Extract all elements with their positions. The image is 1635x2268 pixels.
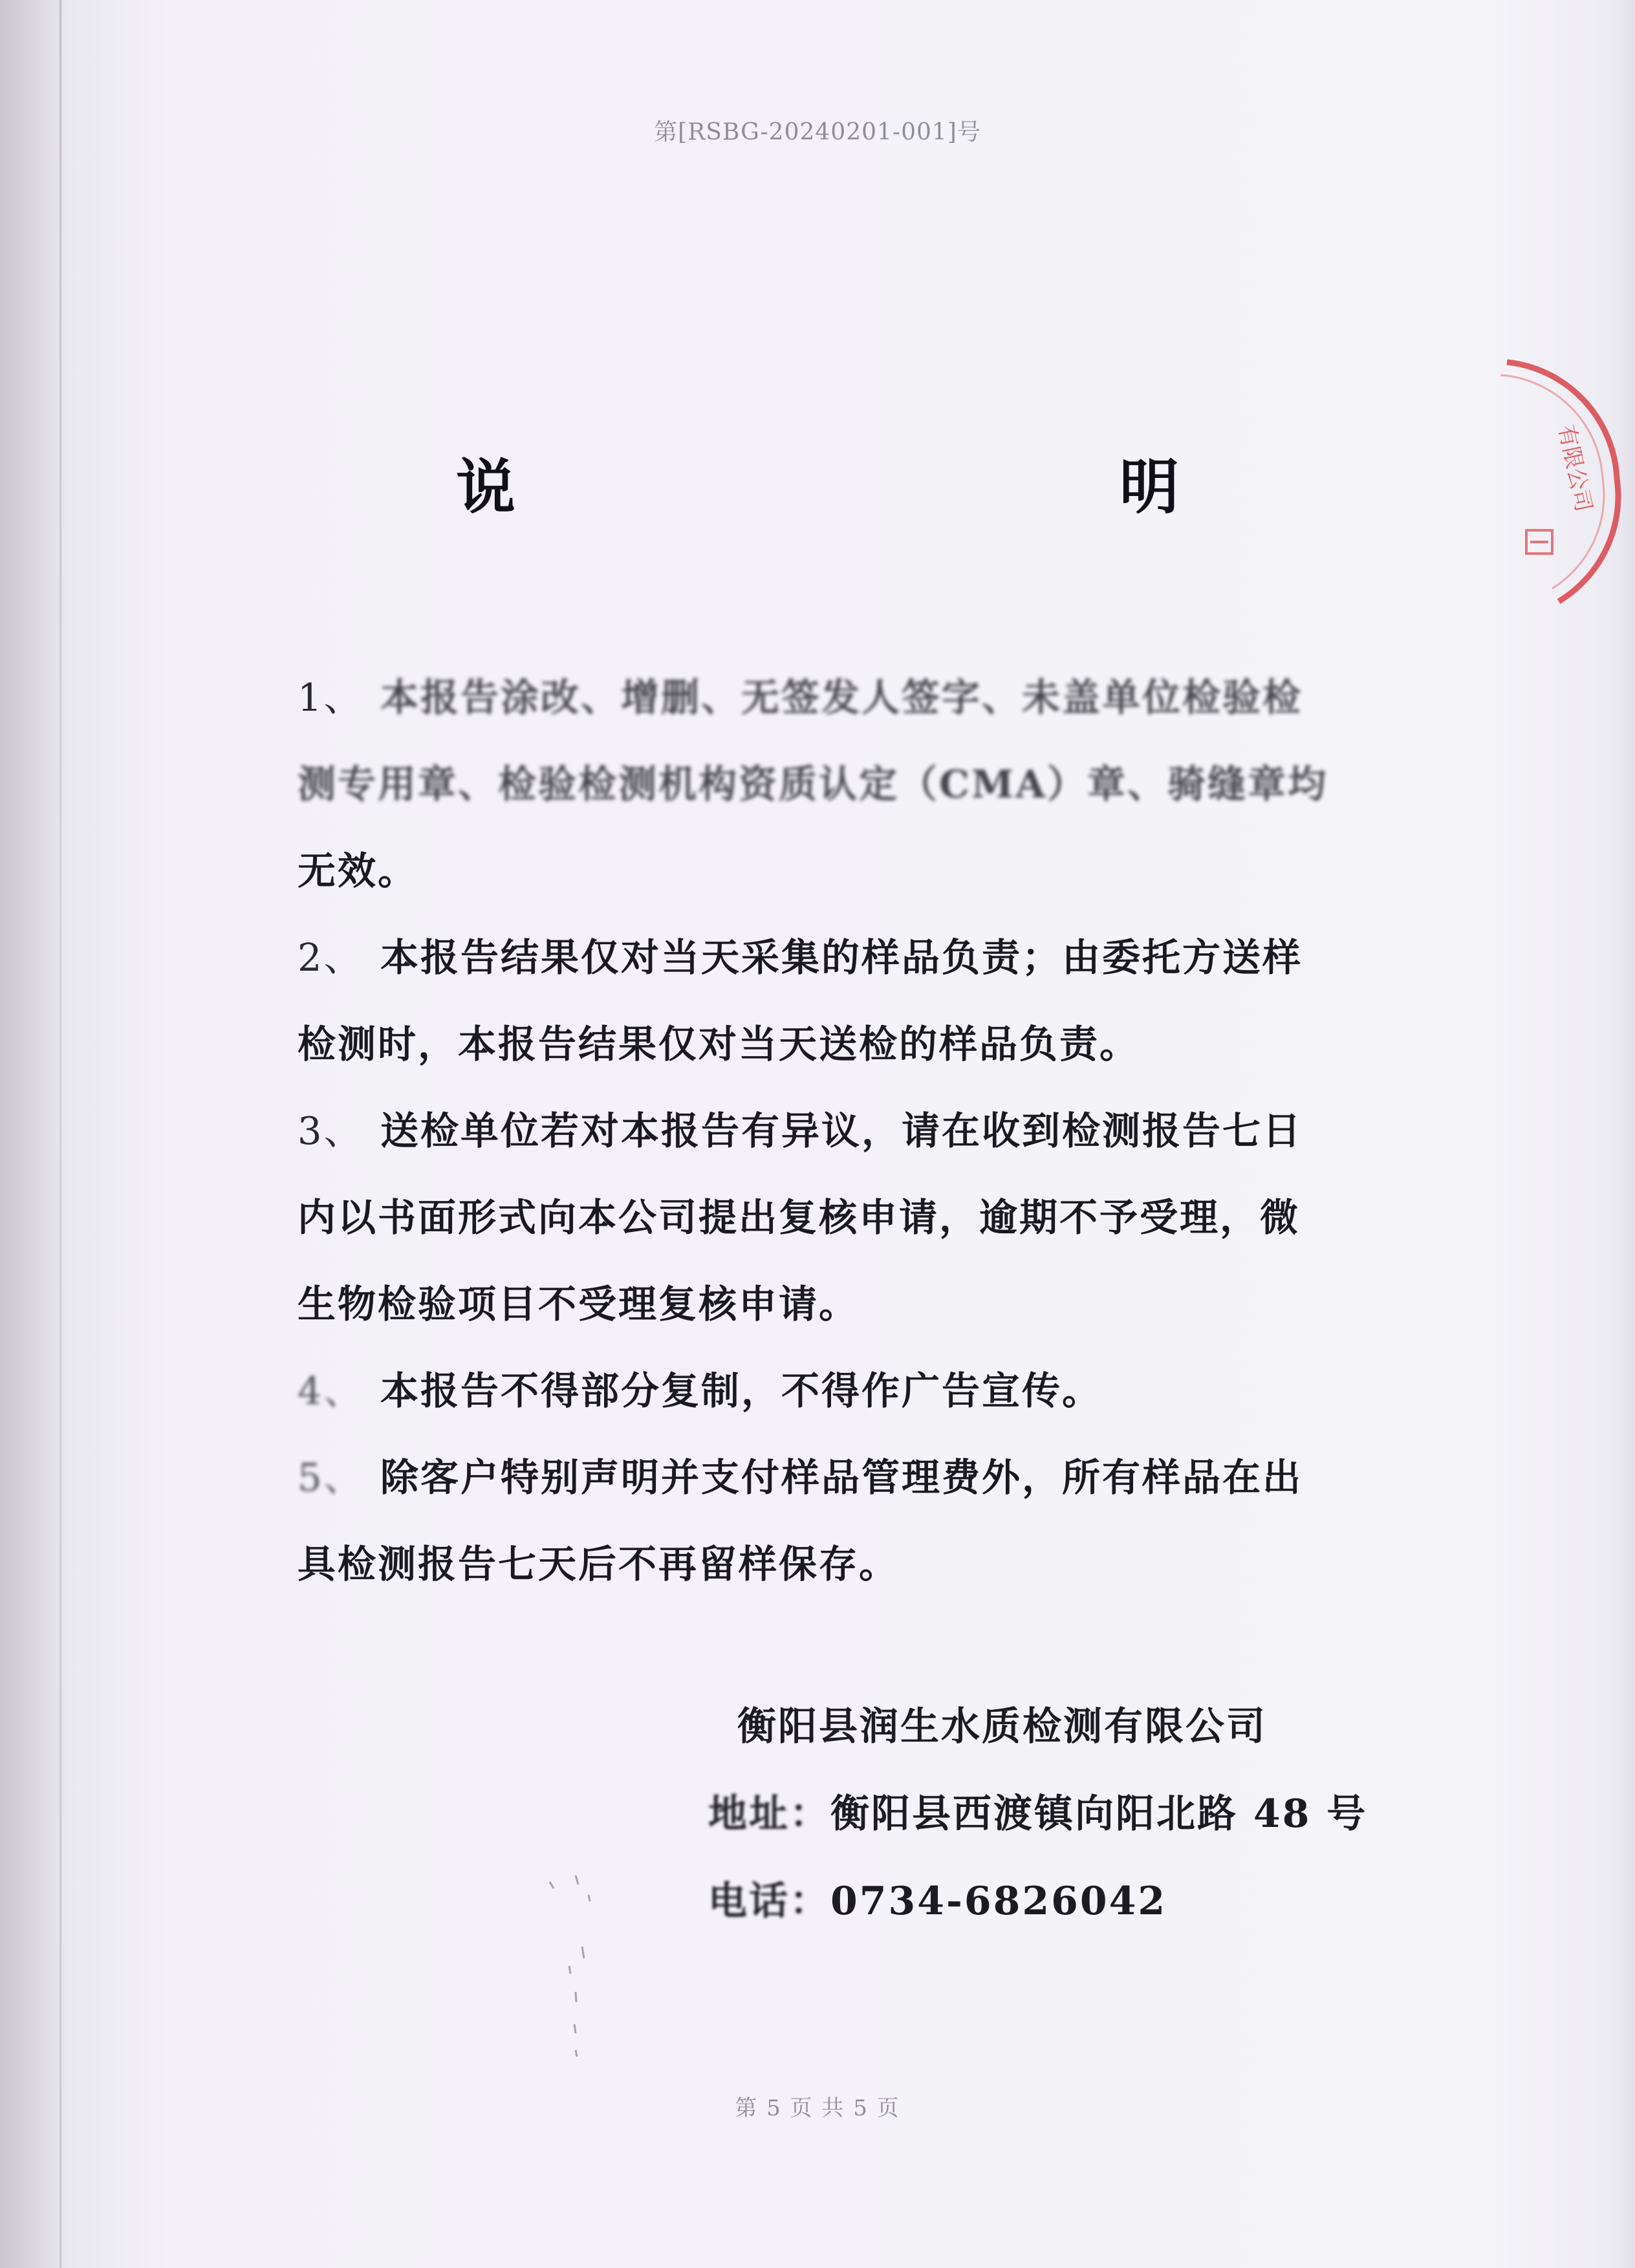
page-footer: 第 5 页 共 5 页	[735, 2095, 900, 2121]
note-1-line-3: 无效。	[298, 848, 418, 893]
company-address	[708, 1788, 1367, 1840]
note-4-number: 4、	[298, 1368, 364, 1413]
binding-shadow	[60, 0, 61, 2268]
seal-text: 有限公司	[1553, 422, 1597, 514]
note-2-cont	[298, 1001, 1384, 1088]
address-label: 地址：	[708, 1791, 830, 1837]
page-title: 说 明	[456, 452, 1341, 522]
company-phone	[708, 1875, 1167, 1927]
note-1-cont2	[298, 828, 1384, 914]
company-name: 衡阳县润生水质检测有限公司	[737, 1704, 1267, 1749]
note-1-line-1: 本报告涂改、增删、无签发人签字、未盖单位检验检	[380, 675, 1303, 720]
phone-value: 0734-6826042	[830, 1879, 1167, 1924]
note-3-line-2: 内以书面形式向本公司提出复核申请，逾期不予受理，微	[298, 1195, 1301, 1240]
note-3-line-3: 生物检验项目不受理复核申请。	[298, 1282, 860, 1326]
note-5-line-2: 具检测报告七天后不再留样保存。	[298, 1542, 900, 1586]
report-number: 第[RSBG-20240201-001]号	[654, 119, 981, 146]
pencil-marks	[537, 1869, 614, 2076]
note-2-number: 2、	[298, 935, 364, 980]
note-1-cont	[298, 741, 1384, 828]
note-3-line-1: 送检单位若对本报告有异议，请在收到检测报告七日	[380, 1108, 1303, 1153]
note-4-line-1: 本报告不得部分复制，不得作广告宣传。	[380, 1368, 1103, 1413]
note-5-cont	[298, 1521, 1384, 1608]
note-2	[298, 914, 1384, 1001]
page-edge	[1609, 0, 1635, 2268]
note-3-number: 3、	[298, 1108, 364, 1153]
note-3-cont	[298, 1174, 1384, 1261]
note-1-line-2: 测专用章、检验检测机构资质认定（CMA）章、骑缝章均	[298, 762, 1328, 806]
note-5-number: 5、	[298, 1455, 364, 1500]
note-2-line-2: 检测时，本报告结果仅对当天送检的样品负责。	[298, 1022, 1140, 1066]
address-value: 衡阳县西渡镇向阳北路 48 号	[830, 1791, 1368, 1837]
notes-section	[298, 654, 1384, 1608]
note-1	[298, 654, 1384, 741]
note-5-line-1: 除客户特别声明并支付样品管理费外，所有样品在出	[380, 1455, 1303, 1500]
note-5	[298, 1434, 1384, 1521]
note-4	[298, 1348, 1384, 1434]
note-1-number: 1、	[298, 675, 364, 720]
note-3	[298, 1088, 1384, 1174]
note-3-cont2	[298, 1261, 1384, 1348]
phone-label: 电话：	[708, 1879, 830, 1924]
note-2-line-1: 本报告结果仅对当天采集的样品负责；由委托方送样	[380, 935, 1303, 980]
